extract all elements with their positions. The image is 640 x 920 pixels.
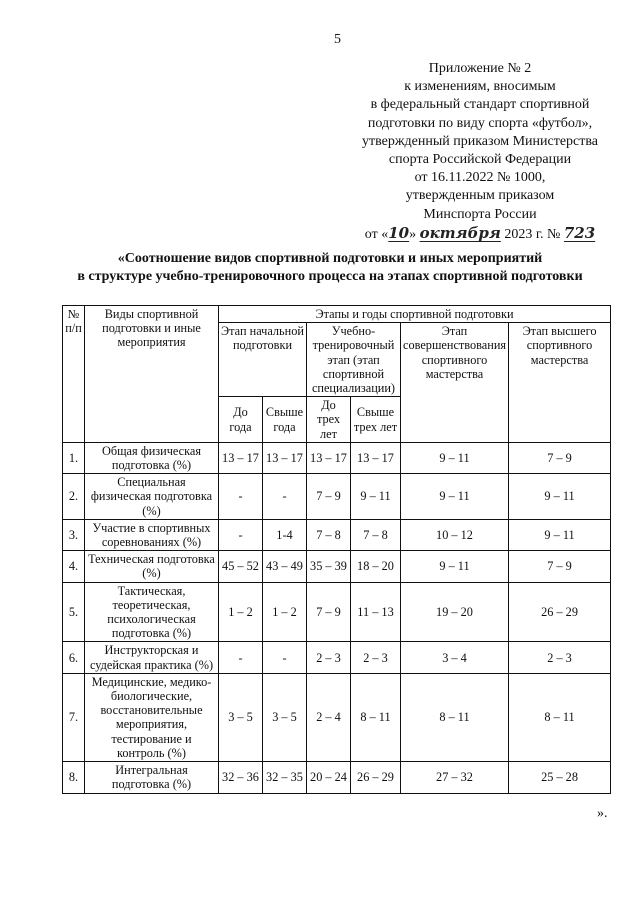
- cell-value: 3 – 5: [219, 673, 263, 761]
- cell-value: 13 – 17: [307, 442, 351, 473]
- cell-value: -: [263, 642, 307, 673]
- header-training-stage: Учебно-тренировочный этап (этап спортивной специализации): [307, 323, 401, 397]
- row-kind: Участие в спортивных соревнованиях (%): [85, 519, 219, 550]
- title-line-2: в структуре учебно-тренировочного процесса на этапах спортивной подготовки: [77, 269, 583, 284]
- page-number: 5: [334, 32, 341, 47]
- handwritten-month: октября: [419, 223, 501, 242]
- cell-value: 2 – 4: [307, 673, 351, 761]
- row-kind: Техническая подготовка (%): [85, 551, 219, 582]
- title-line-1: «Соотношение видов спортивной подготовки и иных мероприятий: [117, 251, 543, 266]
- cell-value: 8 – 11: [509, 673, 611, 761]
- table-row: [63, 642, 611, 673]
- table-row: [63, 673, 611, 761]
- cell-value: 9 – 11: [509, 474, 611, 520]
- cell-value: -: [219, 642, 263, 673]
- table-row: [63, 442, 611, 473]
- document-title: [40, 250, 620, 286]
- cell-value: 2 – 3: [351, 642, 401, 673]
- cell-value: 32 – 35: [263, 762, 307, 793]
- order-date-line: [330, 224, 630, 244]
- cell-value: 8 – 11: [401, 673, 509, 761]
- row-number: 1.: [63, 442, 85, 473]
- cell-value: -: [219, 474, 263, 520]
- appendix-line: в федеральный стандарт спортивной: [370, 97, 590, 113]
- cell-value: 7 – 8: [351, 519, 401, 550]
- appendix-line: Приложение № 2: [428, 61, 532, 76]
- header-kind: Виды спортивной подготовки и иные мероприятия: [85, 306, 219, 443]
- table-row: [63, 551, 611, 582]
- cell-value: 7 – 9: [307, 474, 351, 520]
- cell-value: 7 – 9: [307, 582, 351, 642]
- cell-value: 45 – 52: [219, 551, 263, 582]
- cell-value: 9 – 11: [401, 551, 509, 582]
- cell-value: 13 – 17: [219, 442, 263, 473]
- row-kind: Инструкторская и судейская практика (%): [85, 642, 219, 673]
- cell-value: 27 – 32: [401, 762, 509, 793]
- training-ratio-table: [62, 305, 611, 794]
- cell-value: 26 – 29: [351, 762, 401, 793]
- table-row: [63, 519, 611, 550]
- header-upto-3: До трех лет: [307, 397, 351, 443]
- date-prefix: от «: [364, 226, 389, 242]
- row-number: 7.: [63, 673, 85, 761]
- header-over-year: Свыше года: [263, 397, 307, 443]
- row-number: 8.: [63, 762, 85, 793]
- cell-value: 3 – 5: [263, 673, 307, 761]
- row-number: 6.: [63, 642, 85, 673]
- appendix-line: к изменениям, вносимым: [404, 79, 556, 95]
- cell-value: 9 – 11: [509, 519, 611, 550]
- row-number: 5.: [63, 582, 85, 642]
- row-number: 2.: [63, 474, 85, 520]
- cell-value: 7 – 9: [509, 551, 611, 582]
- cell-value: 1 – 2: [263, 582, 307, 642]
- cell-value: 32 – 36: [219, 762, 263, 793]
- cell-value: 10 – 12: [401, 519, 509, 550]
- cell-value: 11 – 13: [351, 582, 401, 642]
- header-number: № п/п: [63, 306, 85, 443]
- cell-value: 1 – 2: [219, 582, 263, 642]
- appendix-line: утвержденный приказом Министерства: [361, 133, 599, 149]
- row-kind: Интегральная подготовка (%): [85, 762, 219, 793]
- table-row: [63, 582, 611, 642]
- row-kind: Тактическая, теоретическая, психологическая подготовка (%): [85, 582, 219, 642]
- cell-value: 3 – 4: [401, 642, 509, 673]
- cell-value: -: [263, 474, 307, 520]
- cell-value: 26 – 29: [509, 582, 611, 642]
- date-year: 2023 г. №: [504, 226, 561, 242]
- cell-value: 7 – 9: [509, 442, 611, 473]
- cell-value: -: [219, 519, 263, 550]
- cell-value: 43 – 49: [263, 551, 307, 582]
- row-number: 3.: [63, 519, 85, 550]
- cell-value: 1-4: [263, 519, 307, 550]
- appendix-line: от 16.11.2022 № 1000,: [414, 170, 546, 186]
- cell-value: 19 – 20: [401, 582, 509, 642]
- cell-value: 9 – 11: [401, 442, 509, 473]
- date-mid: »: [409, 226, 417, 242]
- cell-value: 9 – 11: [401, 474, 509, 520]
- header-higher-stage: Этап высшего спортивного мастерства: [509, 323, 611, 443]
- appendix-line: спорта Российской Федерации: [388, 152, 572, 168]
- row-kind: Общая физическая подготовка (%): [85, 442, 219, 473]
- row-number: 4.: [63, 551, 85, 582]
- header-initial-stage: Этап начальной подготовки: [219, 323, 307, 397]
- header-over-3: Свыше трех лет: [351, 397, 401, 443]
- cell-value: 13 – 17: [351, 442, 401, 473]
- cell-value: 18 – 20: [351, 551, 401, 582]
- table-row: [63, 474, 611, 520]
- row-kind: Медицинские, медико-биологические, восстановительные мероприятия, тестирование и контроль (%): [85, 673, 219, 761]
- appendix-line: Минспорта России: [423, 206, 537, 222]
- cell-value: 2 – 3: [307, 642, 351, 673]
- handwritten-order-number: 723: [563, 223, 596, 242]
- cell-value: 8 – 11: [351, 673, 401, 761]
- header-improvement-stage: Этап совершенствования спортивного мастерства: [401, 323, 509, 443]
- cell-value: 13 – 17: [263, 442, 307, 473]
- cell-value: 7 – 8: [307, 519, 351, 550]
- appendix-block: [330, 60, 630, 244]
- cell-value: 9 – 11: [351, 474, 401, 520]
- header-stages: Этапы и годы спортивной подготовки: [219, 306, 611, 323]
- handwritten-day: 10: [388, 223, 410, 242]
- appendix-line: утвержденным приказом: [405, 188, 555, 204]
- cell-value: 2 – 3: [509, 642, 611, 673]
- cell-value: 35 – 39: [307, 551, 351, 582]
- header-upto-year: До года: [219, 397, 263, 443]
- cell-value: 20 – 24: [307, 762, 351, 793]
- row-kind: Специальная физическая подготовка (%): [85, 474, 219, 520]
- table-row: [63, 762, 611, 793]
- appendix-line: подготовки по виду спорта «футбол»,: [367, 115, 593, 131]
- closing-quote: ».: [597, 806, 608, 821]
- cell-value: 25 – 28: [509, 762, 611, 793]
